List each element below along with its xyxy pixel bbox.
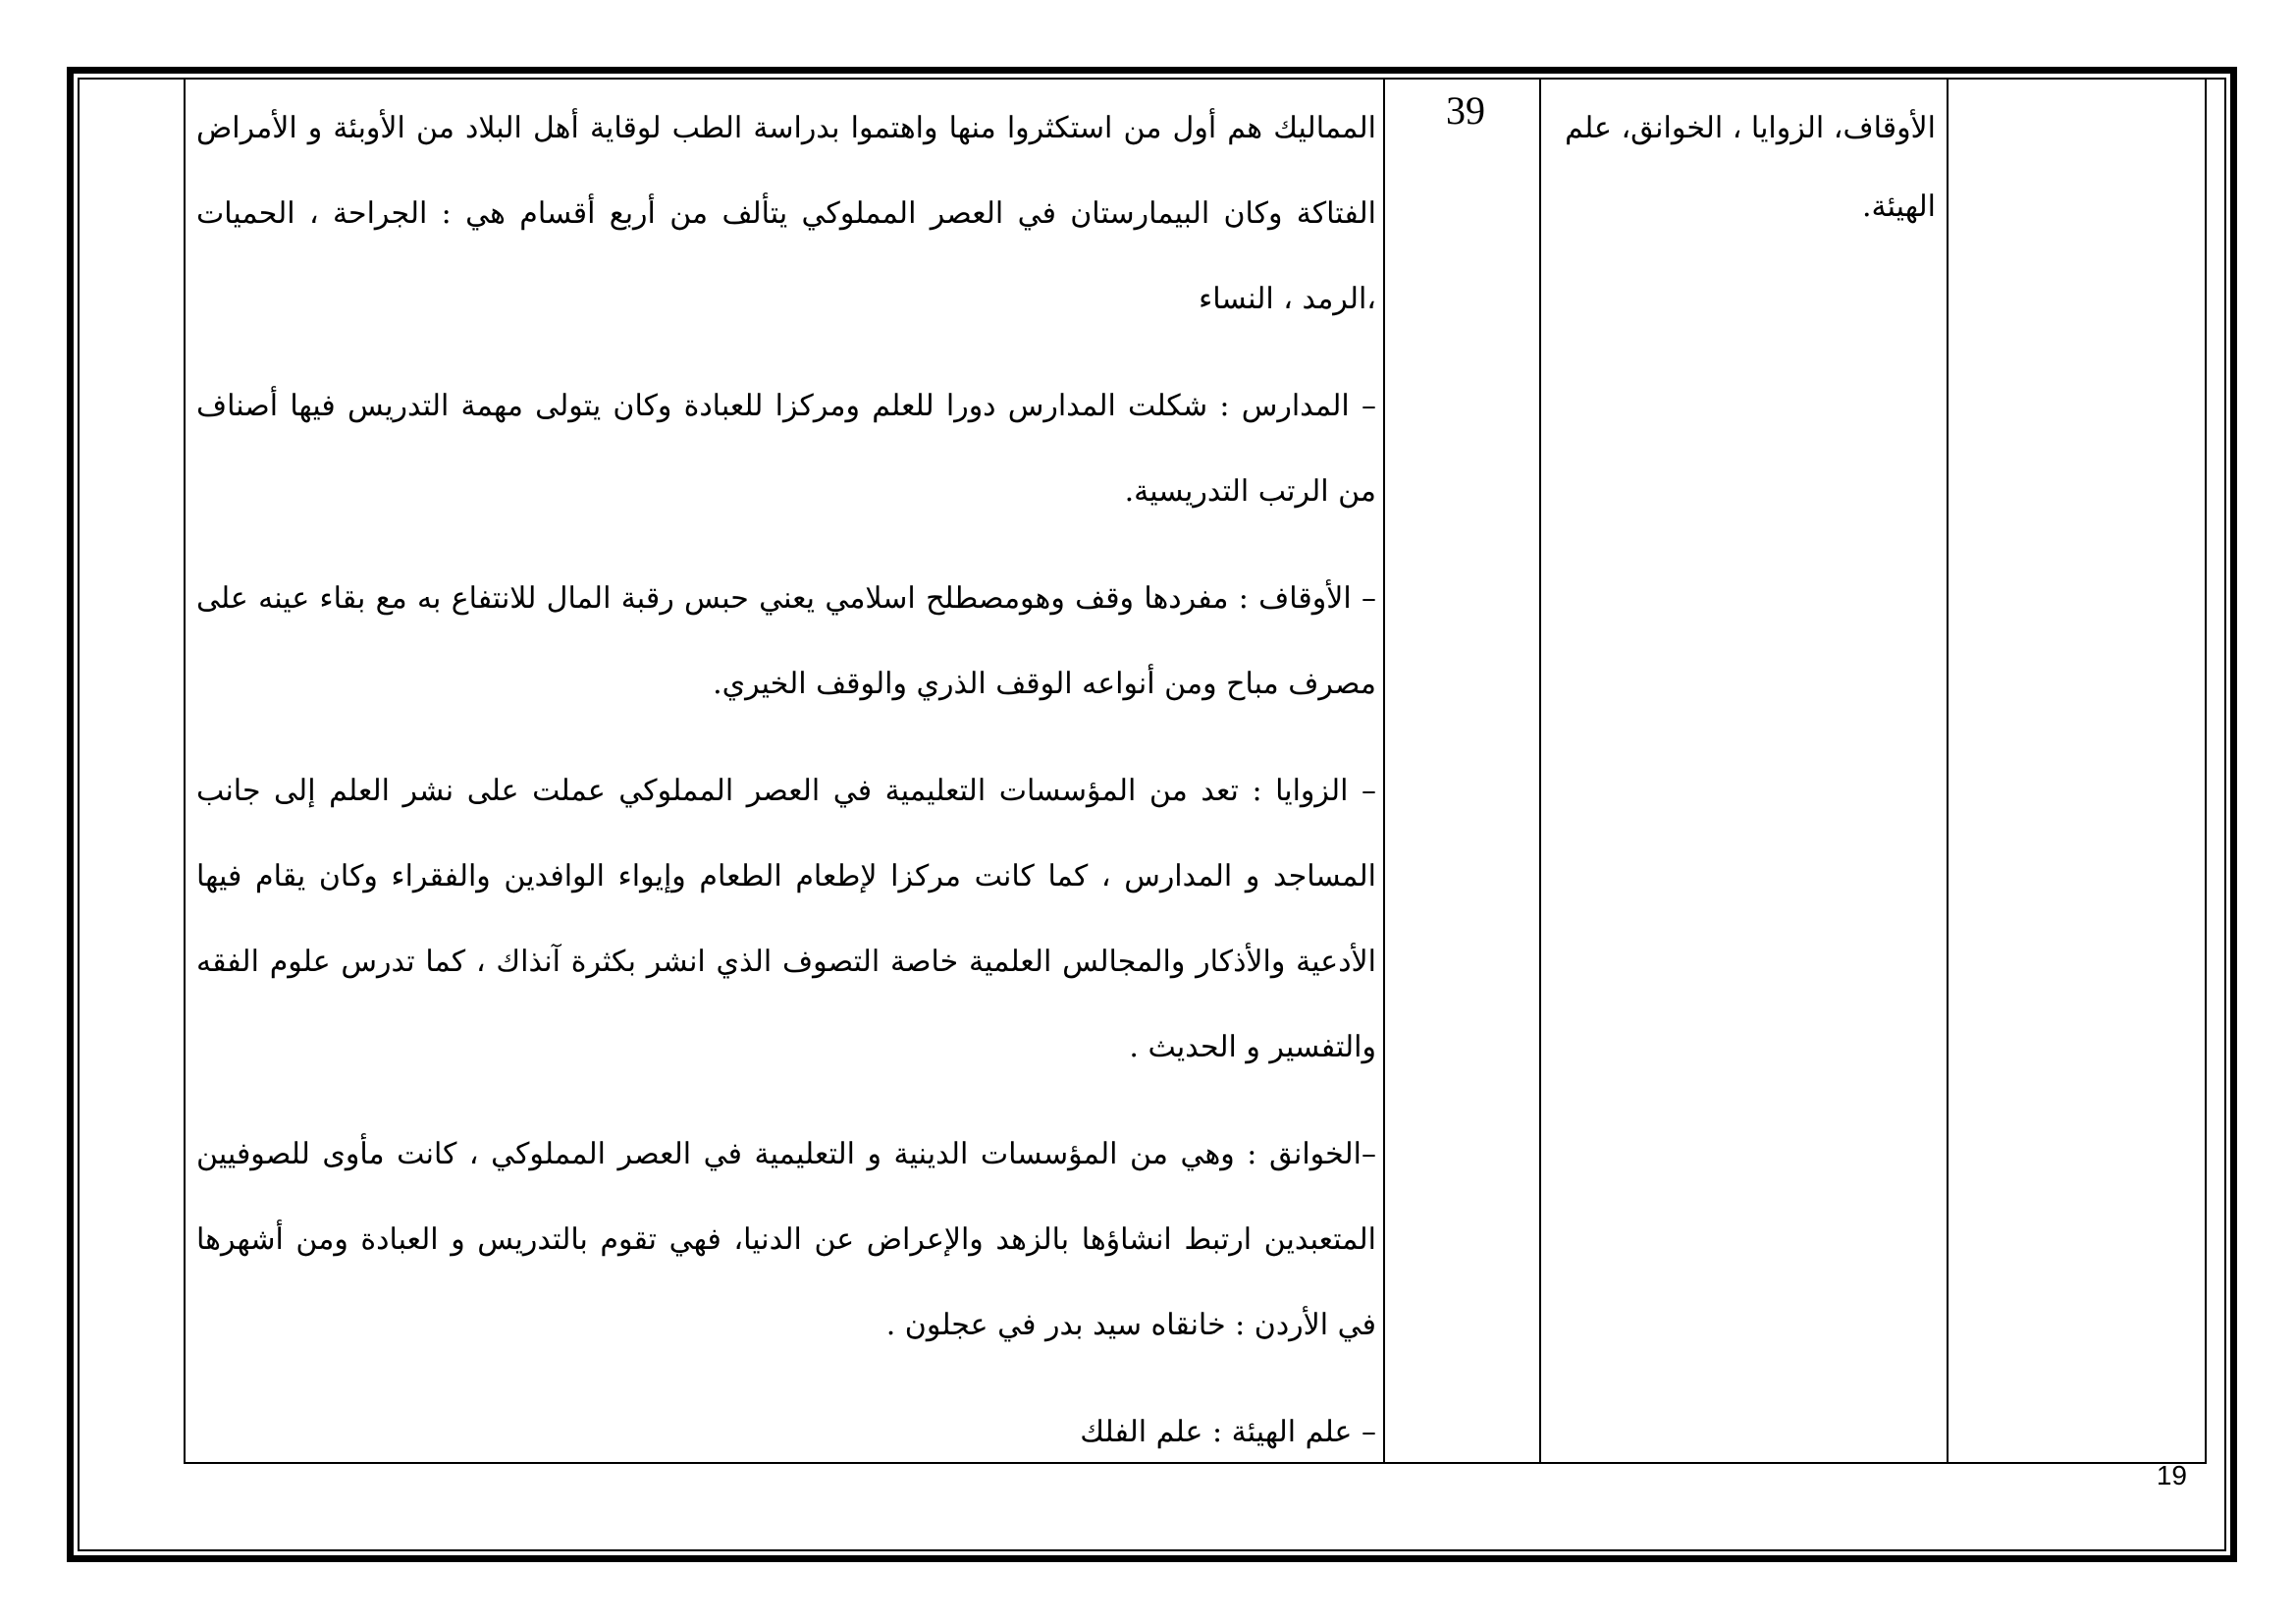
paragraph-ilm-al-hayah: – علم الهيئة : علم الفلك	[1080, 1415, 1376, 1449]
paragraph-madaris: – المدارس : شكلت المدارس دورا للعلم ومركزا للعبادة وكان يتولى مهمة التدريس فيها أصناف من الرتب التدريسية.	[196, 389, 1376, 509]
page-number: 19	[2156, 1460, 2187, 1490]
terms-cell	[1548, 78, 1936, 1462]
column-divider	[1539, 78, 1541, 1464]
paragraph-awqaf: – الأوقاف : مفردها وقف وهومصطلح اسلامي يعني حبس رقبة المال للانتفاع به مع بقاء عينه على مصرف مباح ومن أنواعه الوقف الذري والوقف الخيري.	[196, 581, 1376, 701]
paragraph-medicine: المماليك هم أول من استكثروا منها واهتموا بدراسة الطب لوقاية أهل البلاد من الأوبئة و الأمراض الفتاكة وكان البيمارستان في العصر المملوكي يتألف من أربع أقسام هي : الجراحة ، الحميات ،الرمد ، النساء	[196, 111, 1376, 316]
paragraph-khawaniq: –الخوانق : وهي من المؤسسات الدينية و التعليمية في العصر المملوكي ، كانت مأوى للصوفيين المتعبدين ارتبط انشاؤها بالزهد والإعراض عن الدنيا، فهي تقوم بالتدريس و العبادة ومن أشهرها في الأردن : خانقاه سيد بدر في عجلون .	[196, 1137, 1376, 1342]
column-divider	[2205, 78, 2207, 1464]
column-divider	[1383, 78, 1385, 1464]
page-reference-cell	[1392, 78, 1539, 1462]
column-divider	[1947, 78, 1949, 1464]
page-reference: 39	[1446, 88, 1485, 133]
content-cell	[196, 78, 1376, 1462]
paragraph-zawaya: – الزوايا : تعد من المؤسسات التعليمية في العصر المملوكي عملت على نشر العلم إلى جانب المساجد و المدارس ، كما كانت مركزا لإطعام الطعام وإيواء الوافدين والفقراء وكان يقام فيها الأدعية والأذكار والمجالس العلمية خاصة التصوف الذي انشر بكثرة آنذاك ، كما تدرس علوم الفقه والتفسير و الحديث .	[196, 774, 1376, 1064]
terms-list: الأوقاف، الزوايا ، الخوانق، علم الهيئة.	[1565, 111, 1936, 224]
